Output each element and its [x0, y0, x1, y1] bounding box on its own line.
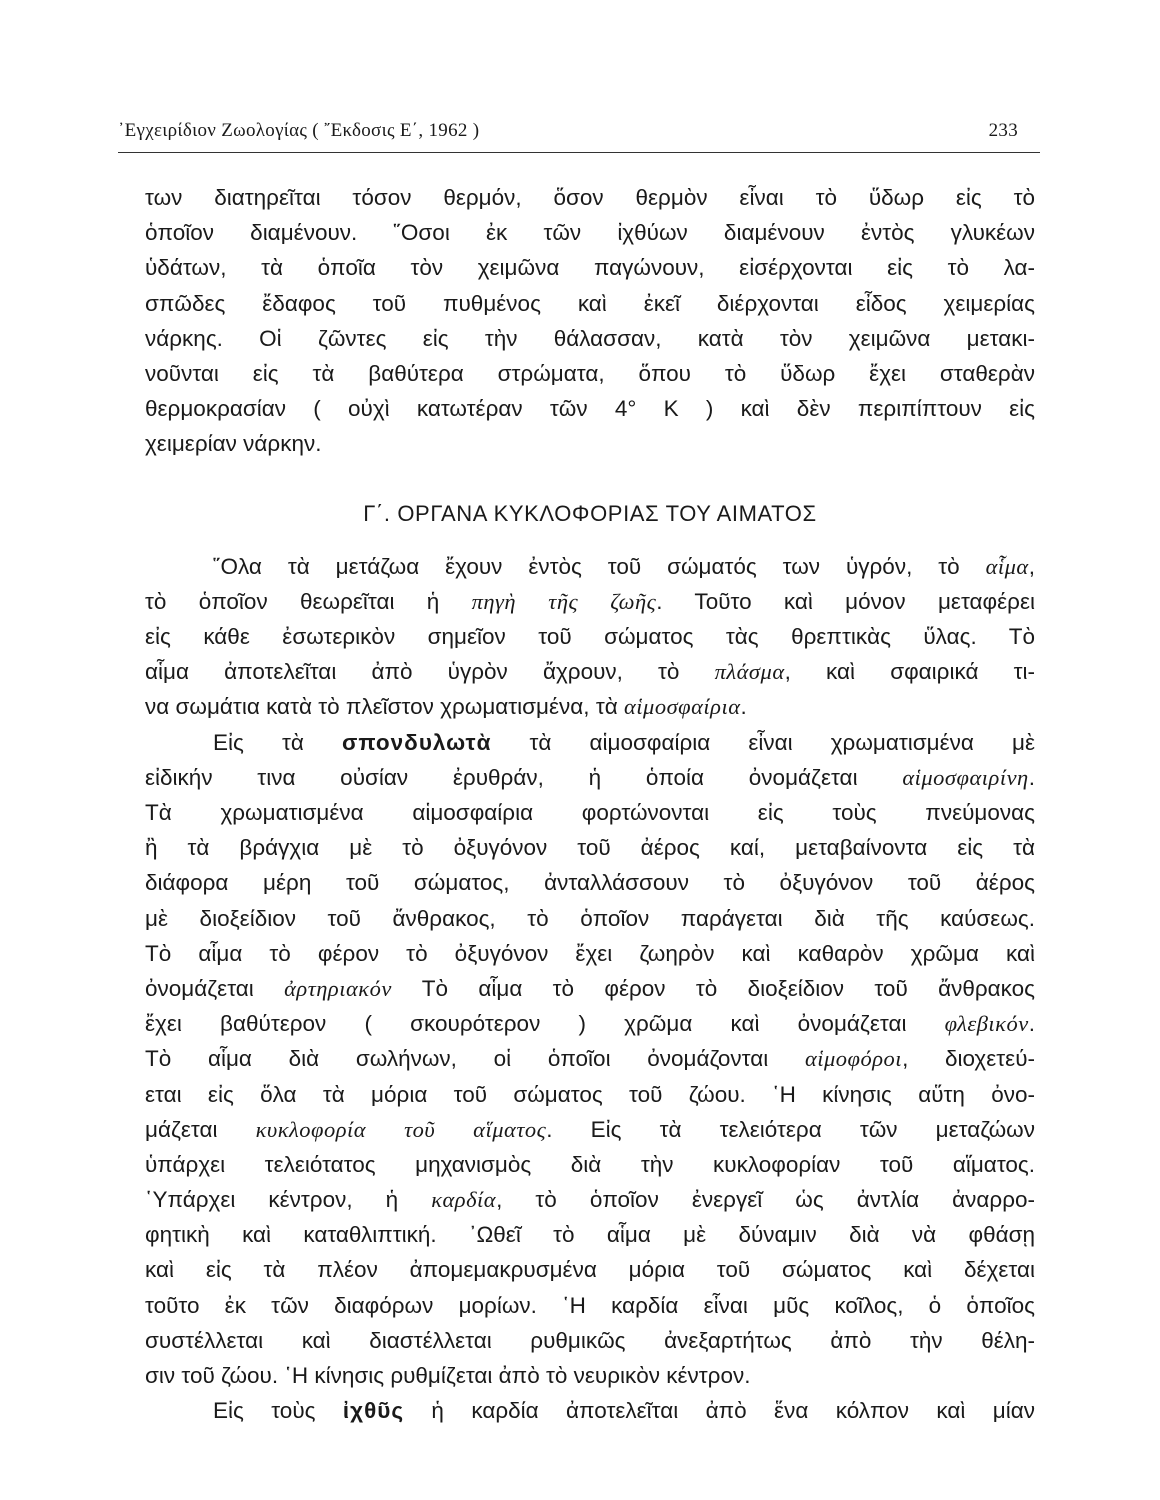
text-line: συστέλλεται καὶ διαστέλλεται ρυθμικῶς ἀνεξαρτήτως ἀπὸ τὴν θέλη- [145, 1327, 1035, 1353]
text-line: ἢ τὰ βράγχια μὲ τὸ ὀξυγόνον τοῦ ἀέρος καί, μεταβαίνοντα εἰς τὰ [145, 835, 1035, 861]
term-aimosfairini: αἱμοσφαιρίνη [902, 764, 1029, 790]
text-line: εἰς κάθε ἐσωτερικὸν σημεῖον τοῦ σώματος τὰς θρεπτικὰς ὕλας. Τὸ [145, 624, 1035, 650]
term-plasma: πλάσμα [714, 659, 785, 685]
term-spondylota: σπονδυλωτὰ [341, 729, 492, 755]
term-aima: αἷμα [985, 553, 1029, 579]
term-pigi-tis-zois: πηγὴ τῆς ζωῆς [471, 588, 657, 614]
body-text [145, 180, 1035, 1428]
term-aimosfairia: αἱμοσφαίρια [623, 694, 741, 720]
paragraph-2 [145, 549, 1035, 725]
text-line: φητικὴ καὶ καταθλιπτική. ᾿Ωθεῖ τὸ αἷμα μὲ δύναμιν διὰ νὰ φθάσῃ [145, 1222, 1035, 1248]
text-line: σπῶδες ἔδαφος τοῦ πυθμένος καὶ ἐκεῖ διέρχονται εἶδος χειμερίας [145, 290, 1035, 316]
section-heading: Γ΄. ΟΡΓΑΝΑ ΚΥΚΛΟΦΟΡΙΑΣ ΤΟΥ ΑΙΜΑΤΟΣ [363, 500, 817, 526]
text-line: νάρκης. Οἱ ζῶντες εἰς τὴν θάλασσαν, κατὰ τὸν χειμῶνα μετακι- [145, 325, 1035, 351]
running-header [118, 120, 1018, 142]
text-line: μὲ διοξείδιον τοῦ ἄνθρακος, τὸ ὁποῖον παράγεται διὰ τῆς καύσεως. [145, 905, 1035, 931]
term-kardia: καρδία [431, 1187, 497, 1213]
text-line: ῞Ολα τὰ μετάζωα ἔχουν ἐντὸς τοῦ σώματός των ὑγρόν, τὸ αἷμα, [213, 553, 1035, 579]
text-line: καὶ εἰς τὰ πλέον ἀπομεμακρυσμένα μόρια τοῦ σώματος καὶ δέχεται [145, 1257, 1035, 1283]
text-line: χειμερίαν νάρκην. [145, 431, 322, 457]
text-line: των διατηρεῖται τόσον θερμόν, ὅσον θερμὸν εἶναι τὸ ὕδωρ εἰς τὸ [145, 185, 1035, 210]
text-line: ὀνομάζεται ἀρτηριακόν Τὸ αἷμα τὸ φέρον τὸ διοξείδιον τοῦ ἄνθρακος [145, 975, 1035, 1001]
text-line: Εἰς τοὺς ἰχθῦς ἡ καρδία ἀποτελεῖται ἀπὸ ἕνα κόλπον καὶ μίαν [213, 1398, 1035, 1424]
text-line: Εἰς τὰ σπονδυλωτὰ τὰ αἱμοσφαίρια εἶναι χρωματισμένα μὲ [213, 729, 1035, 755]
header-rule [118, 152, 1040, 153]
text-line: ἔχει βαθύτερον ( σκουρότερον ) χρῶμα καὶ ὀνομάζεται φλεβικόν. [145, 1011, 1035, 1037]
paragraph-4 [145, 1393, 1035, 1428]
text-line: ὑπάρχει τελειότατος μηχανισμὸς διὰ τὴν κυκλοφορίαν τοῦ αἵματος. [145, 1151, 1035, 1177]
text-line: τὸ ὁποῖον θεωρεῖται ἡ πηγὴ τῆς ζωῆς. Τοῦτο καὶ μόνον μεταφέρει [145, 588, 1035, 614]
paragraph-3 [145, 725, 1035, 1394]
text-line: ὁποῖον διαμένουν. ῞Οσοι ἐκ τῶν ἰχθύων διαμένουν ἐντὸς γλυκέων [145, 220, 1035, 246]
text-line: ὑδάτων, τὰ ὁποῖα τὸν χειμῶνα παγώνουν, εἰσέρχονται εἰς τὸ λα- [145, 255, 1035, 281]
text-line: εἰδικήν τινα οὐσίαν ἐρυθράν, ἡ ὁποία ὀνομάζεται αἱμοσφαιρίνη. [145, 764, 1035, 790]
text-line: σιν τοῦ ζώου. ῾Η κίνησις ρυθμίζεται ἀπὸ τὸ νευρικὸν κέντρον. [145, 1363, 751, 1388]
page-number: 233 [988, 120, 1018, 141]
text-line: θερμοκρασίαν ( οὐχὶ κατωτέραν τῶν 4° Κ ) καὶ δὲν περιπίπτουν εἰς [145, 396, 1035, 422]
running-title: ᾿Εγχειρίδιον Ζωολογίας ( ῎Εκδοσις Ε΄, 1962 ) [118, 120, 480, 141]
text-line: ῾Υπάρχει κέντρον, ἡ καρδία, τὸ ὁποῖον ἐνεργεῖ ὡς ἀντλία ἀναρρο- [145, 1187, 1035, 1213]
term-kykloforia: κυκλοφορία τοῦ αἵματος [255, 1116, 547, 1142]
term-ichthys: ἰχθῦς [342, 1398, 405, 1424]
text-line: μάζεται κυκλοφορία τοῦ αἵματος. Εἰς τὰ τελειότερα τῶν μεταζώων [145, 1116, 1035, 1142]
text-line: να σωμάτια κατὰ τὸ πλεῖστον χρωματισμένα, τὰ αἱμοσφαίρια. [145, 694, 747, 720]
term-aimoforoi: αἱμοφόροι [804, 1046, 903, 1072]
term-flevikon: φλεβικόν [944, 1011, 1029, 1037]
text-line: εται εἰς ὅλα τὰ μόρια τοῦ σώματος τοῦ ζώου. ῾Η κίνησις αὕτη ὀνο- [145, 1081, 1035, 1107]
text-line: τοῦτο ἐκ τῶν διαφόρων μορίων. ῾Η καρδία εἶναι μῦς κοῖλος, ὁ ὁποῖος [145, 1292, 1035, 1318]
text-line: Τὸ αἷμα τὸ φέρον τὸ ὀξυγόνον ἔχει ζωηρὸν καὶ καθαρὸν χρῶμα καὶ [145, 940, 1035, 966]
term-artiriakon: ἀρτηριακόν [284, 975, 392, 1001]
text-line: νοῦνται εἰς τὰ βαθύτερα στρώματα, ὅπου τὸ ὕδωρ ἔχει σταθερὰν [145, 360, 1035, 386]
paragraph-1 [145, 180, 1035, 462]
text-line: Τὸ αἷμα διὰ σωλήνων, οἱ ὁποῖοι ὀνομάζονται αἱμοφόροι, διοχετεύ- [145, 1046, 1035, 1072]
text-line: διάφορα μέρη τοῦ σώματος, ἀνταλλάσσουν τὸ ὀξυγόνον τοῦ ἀέρος [145, 870, 1035, 896]
text-line: αἷμα ἀποτελεῖται ἀπὸ ὑγρὸν ἄχρουν, τὸ πλάσμα, καὶ σφαιρικά τι- [145, 659, 1035, 685]
text-line: Τὰ χρωματισμένα αἱμοσφαίρια φορτώνονται εἰς τοὺς πνεύμονας [145, 800, 1035, 825]
